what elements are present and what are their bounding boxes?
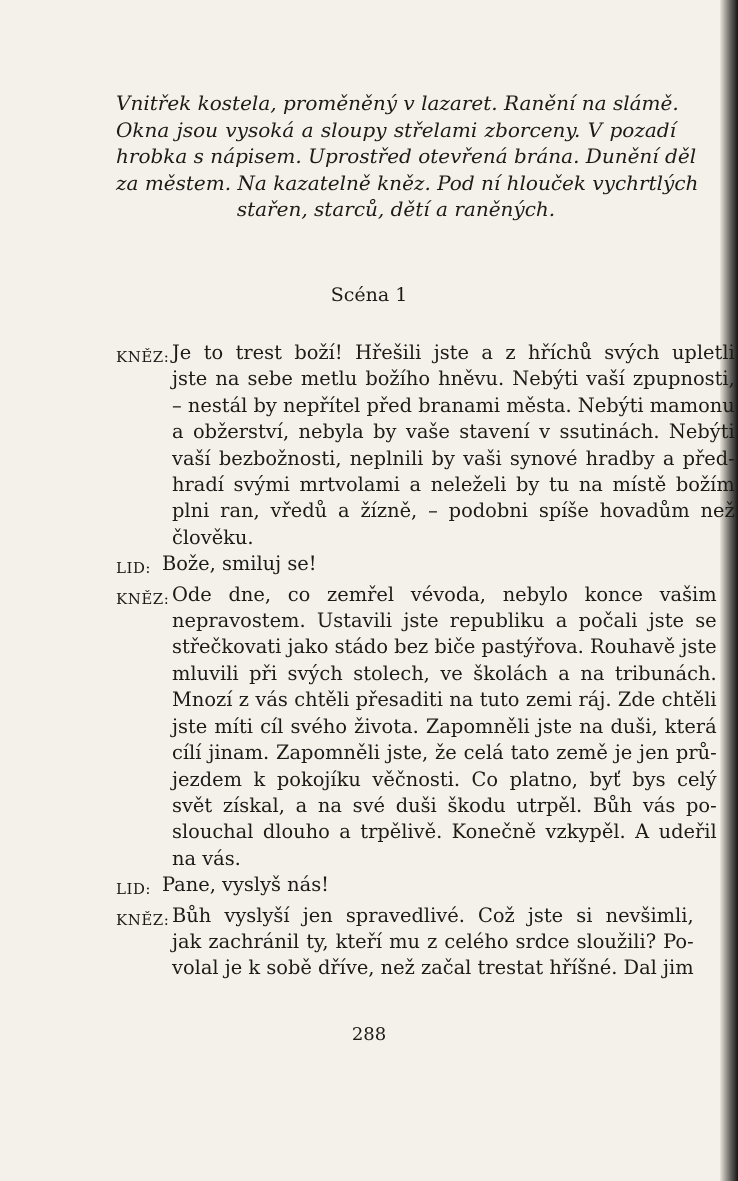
speaker-label: LID: [116,559,151,578]
stage-direction-line: hrobka s nápisem. Uprostřed otevřená brána. Dunění děl [116,144,697,168]
speech-text [162,872,679,902]
speech-line: Pane, vyslyš nás! [162,873,329,897]
speech-line: nepravostem. Ustavili jste republiku a počali jste se [172,609,717,633]
speech-text [172,582,717,872]
speech-line: na vás. [172,846,241,870]
speech-line: volal je k sobě dříve, než začal trestat hříšné. Dal jim [172,956,694,980]
speech-line: jak zachránil ty, kteří mu z celého srdce sloužili? Po- [172,929,694,953]
speech-line: Bůh vyslyší jen spravedlivé. Což jste si nevšimli, [172,903,694,927]
speaker-label: LID: [116,880,151,899]
speech-line: – nestál by nepřítel před branami města. Nebýti mamonu [172,393,735,417]
stage-direction-line: stařen, starců, dětí a raněných. [236,197,556,221]
speech-line: mluvili při svých stolech, ve školách a na tribunách. [172,661,717,685]
speaker-label: KNĚZ: [116,589,170,608]
speech-text [172,903,694,982]
speech-block [116,872,679,902]
speaker-label: KNĚZ: [116,910,170,929]
speech-line: hradí svými mrtvolami a neleželi by tu na místě božím [172,473,735,497]
speech-line: člověku. [172,525,254,549]
speech-line: jste míti cíl svého života. Zapomněli jste na duši, která [172,714,717,738]
page-number: 288 [351,1024,387,1045]
speech-text [162,551,679,581]
speech-line: plni ran, vředů a žízně, – podobni spíše hovadům než [172,499,735,523]
scene-title: Scéna 1 [330,284,408,306]
speech-line: jezdem k pokojíku věčnosti. Co platno, byť bys celý [172,767,717,791]
speaker-label: KNĚZ: [116,348,170,366]
speech-line: Mnozí z vás chtěli přesaditi na tuto zemi ráj. Zde chtěli [172,688,717,712]
stage-direction-line: za městem. Na kazatelně kněz. Pod ní hlouček vychrtlých [116,170,699,195]
speech-text [172,340,735,551]
speech-line: cílí jinam. Zapomněli jste, že celá tato země je jen prů- [172,741,717,765]
speech-line: vaší bezbožnosti, neplnili by vaši synové hradby a před- [172,446,735,470]
stage-direction-line: Vnitřek kostela, proměněný v lazaret. Ranění na slámě. [116,91,679,115]
speech-block [116,551,679,581]
stage-direction-line: Okna jsou vysoká a sloupy střelami zborceny. V pozadí [116,117,676,142]
speech-block [116,340,735,551]
speech-line: slouchal dlouho a trpělivě. Konečně vzkypěl. A udeřil [172,820,717,844]
speech-line: jste na sebe metlu božího hněvu. Nebýti vaší zpupnosti, [172,367,735,391]
speech-block [116,582,717,872]
speech-block [116,903,694,982]
stage-directions [116,90,699,223]
speech-line: Ode dne, co zemřel vévoda, nebylo konce vašim [172,582,717,606]
dialogue [116,340,735,982]
speech-line: a obžerství, nebyla by vaše stavení v ssutinách. Nebýti [172,420,735,444]
page-edge [720,0,738,1181]
speech-line: Bože, smiluj se! [162,552,317,576]
speech-line: svět získal, a na své duši škodu utrpěl. Bůh vás po- [172,793,717,817]
speech-line: střečkovati jako stádo bez biče pastýřova. Rouhavě jste [172,635,717,659]
speech-line: Je to trest boží! Hřešili jste a z hříchů svých upletli [172,341,735,364]
